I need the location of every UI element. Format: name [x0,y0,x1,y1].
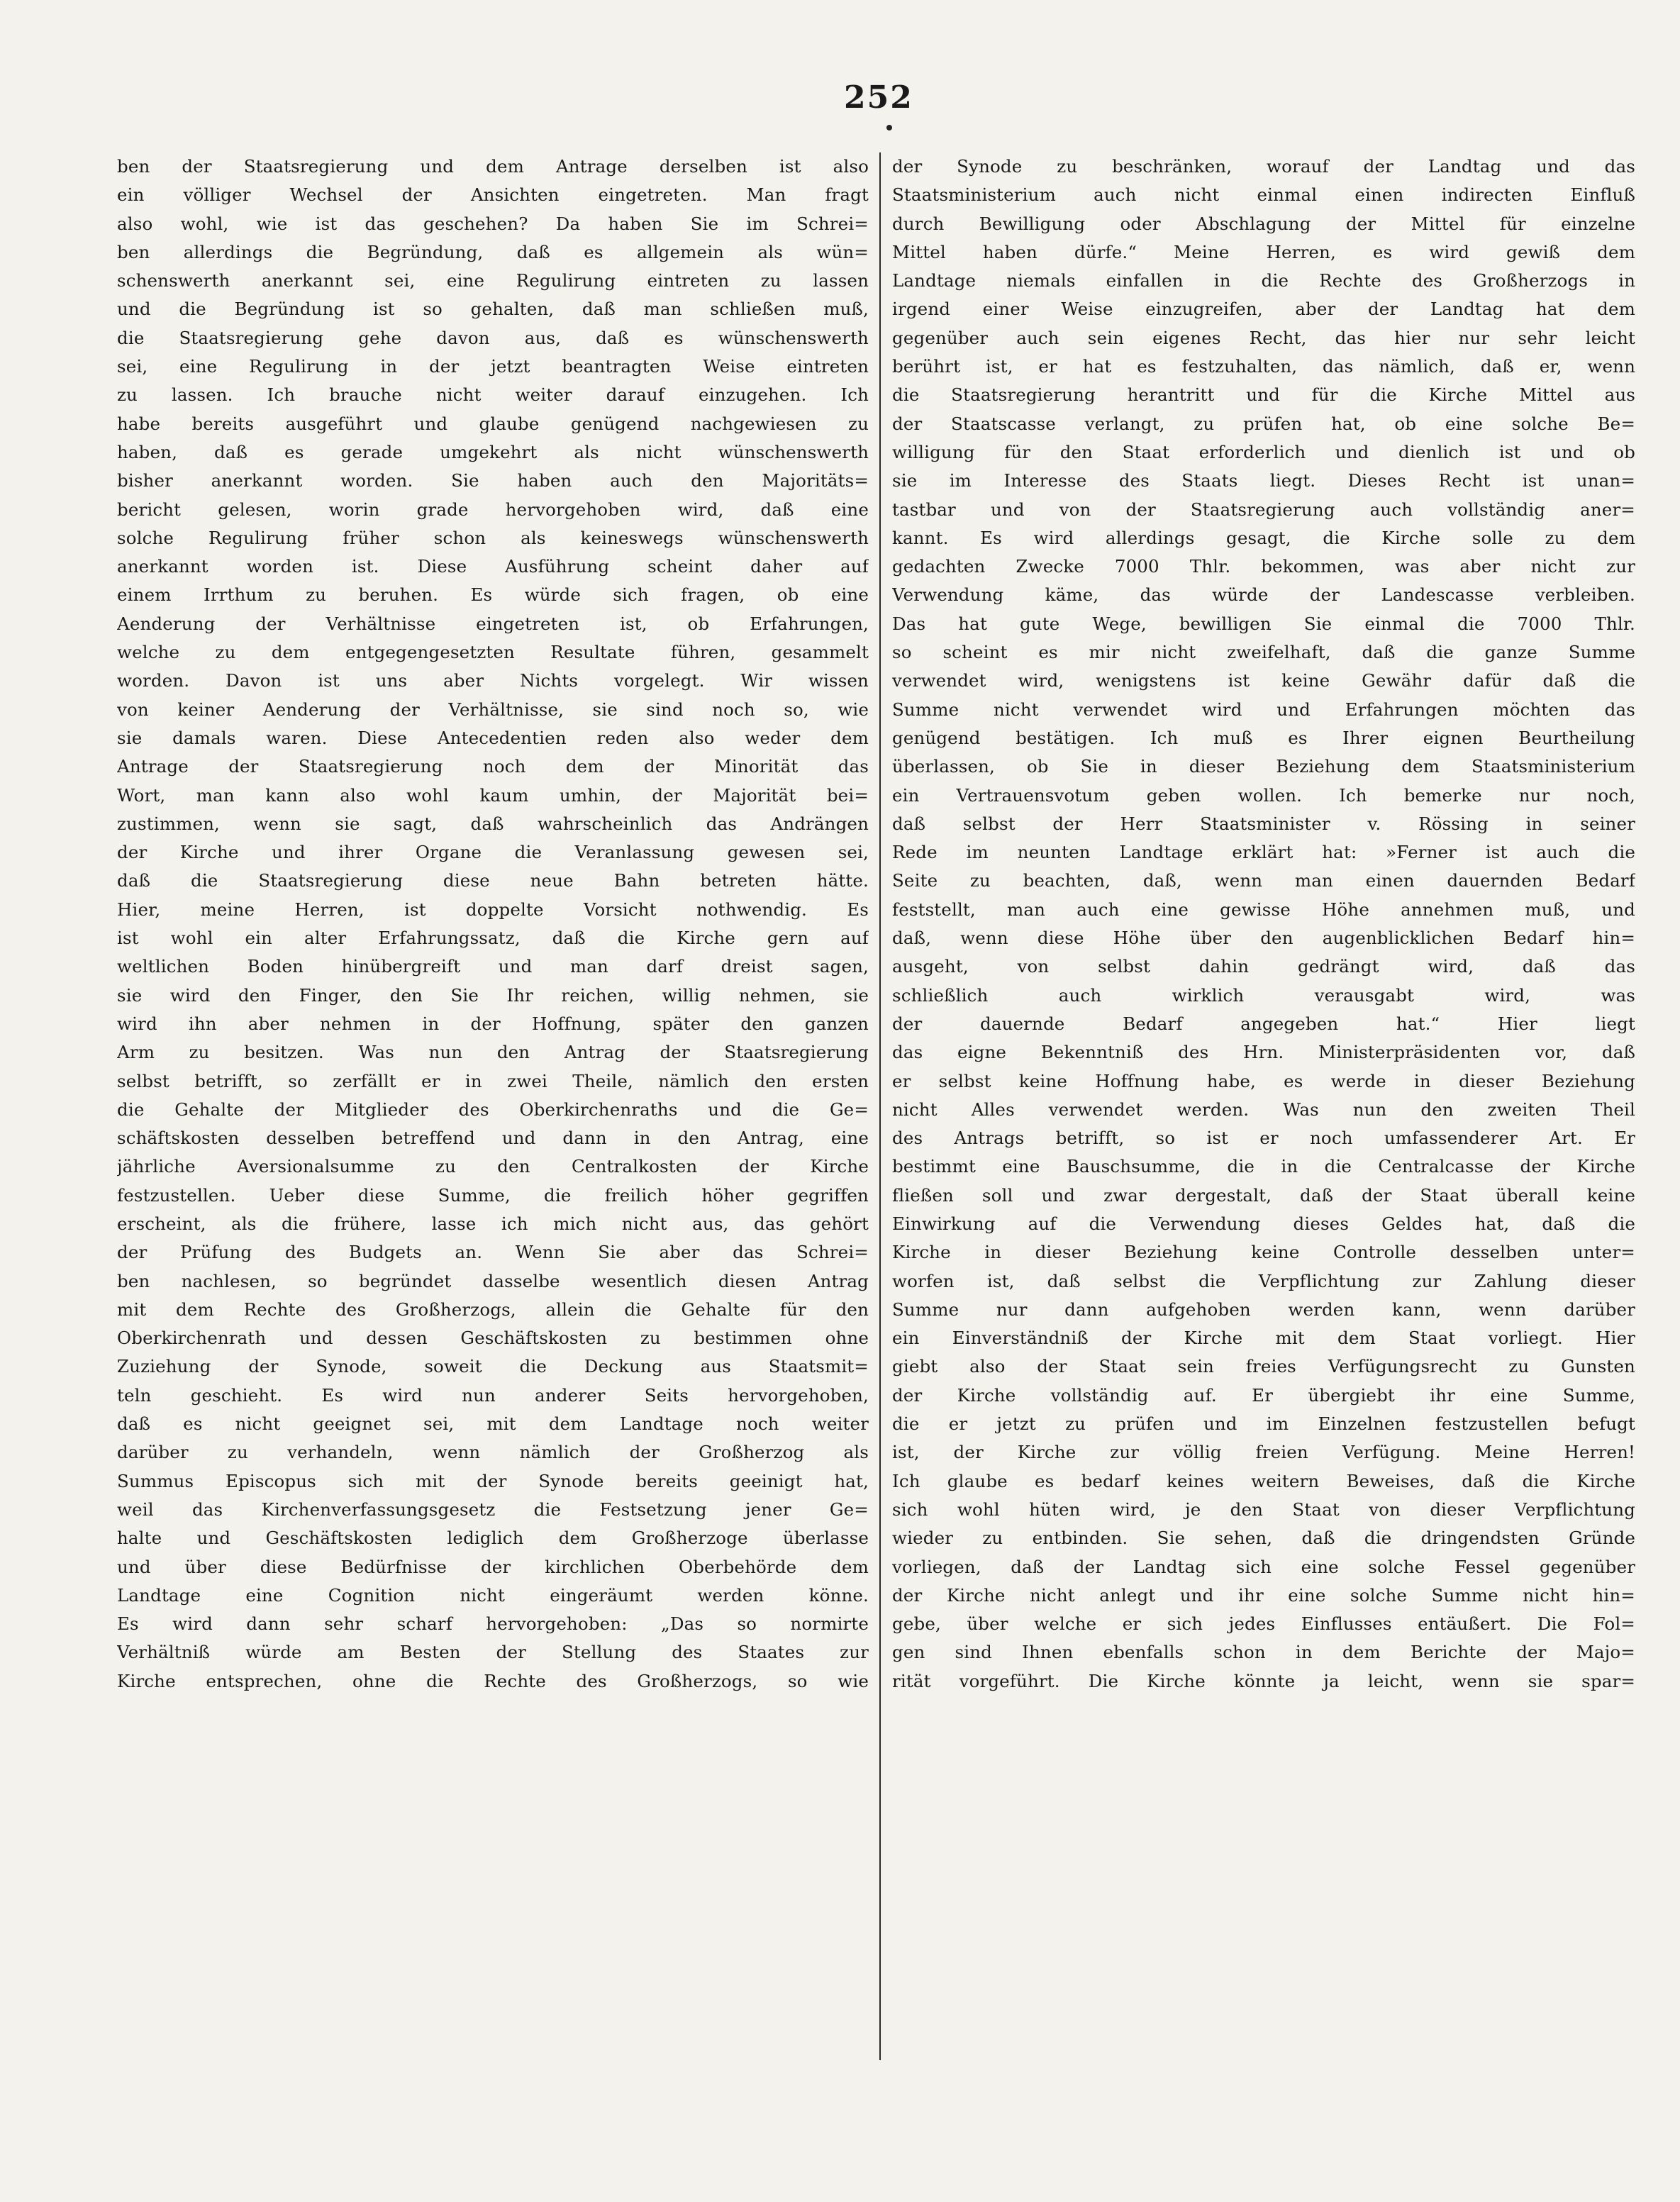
text-line: welche zu dem entgegengesetzten Resultate führen, gesammelt [117,642,869,663]
text-line: daß, wenn diese Höhe über den augenblicklichen Bedarf hin= [892,928,1635,949]
text-line: habe bereits ausgeführt und glaube genügend nachgewiesen zu [117,413,869,434]
text-line: zustimmen, wenn sie sagt, daß wahrscheinlich das Andrängen [117,813,869,834]
text-line: bisher anerkannt worden. Sie haben auch den Majoritäts= [117,470,869,491]
text-line: überlassen, ob Sie in dieser Beziehung dem Staatsministerium [892,756,1635,777]
text-line: Summus Episcopus sich mit der Synode bereits geeinigt hat, [117,1470,869,1491]
text-line: Hier, meine Herren, ist doppelte Vorsicht nothwendig. Es [117,899,869,920]
text-line: Aenderung der Verhältnisse eingetreten ist, ob Erfahrungen, [117,613,869,634]
text-line: Kirche in dieser Beziehung keine Controlle desselben unter= [892,1242,1635,1263]
text-line: bestimmt eine Bauschsumme, die in die Centralcasse der Kirche [892,1156,1635,1177]
text-line: irgend einer Weise einzugreifen, aber der Landtag hat dem [892,299,1635,320]
text-line: solche Regulirung früher schon als keineswegs wünschenswerth [117,527,869,548]
text-line: Seite zu beachten, daß, wenn man einen dauernden Bedarf [892,870,1635,891]
text-line: jährliche Aversionalsumme zu den Centralkosten der Kirche [117,1156,869,1177]
text-line: und die Begründung ist so gehalten, daß man schließen muß, [117,299,869,320]
text-line: nicht Alles verwendet werden. Was nun den zweiten Theil [892,1099,1635,1120]
text-line: der Kirche und ihrer Organe die Veranlassung gewesen sei, [117,842,869,863]
text-line: vorliegen, daß der Landtag sich eine solche Fessel gegenüber [892,1556,1635,1577]
text-line: wird ihn aber nehmen in der Hoffnung, später den ganzen [117,1013,869,1034]
text-line: Oberkirchenrath und dessen Geschäftskosten zu bestimmen ohne [117,1328,869,1349]
text-line: Summe nur dann aufgehoben werden kann, wenn darüber [892,1299,1635,1320]
text-line: Arm zu besitzen. Was nun den Antrag der Staatsregierung [117,1042,869,1063]
text-line: Ich glaube es bedarf keines weitern Beweises, daß die Kirche [892,1470,1635,1491]
text-line: Antrage der Staatsregierung noch dem der Minorität das [117,756,869,777]
text-line: schenswerth anerkannt sei, eine Regulirung eintreten zu lassen [117,270,869,291]
text-line: Rede im neunten Landtage erklärt hat: »Ferner ist auch die [892,842,1635,863]
text-line: die er jetzt zu prüfen und im Einzelnen festzustellen befugt [892,1413,1635,1435]
text-line: der Kirche nicht anlegt und ihr eine solche Summe nicht hin= [892,1584,1635,1606]
left-column [117,152,869,1696]
text-line: weil das Kirchenverfassungsgesetz die Festsetzung jener Ge= [117,1498,869,1520]
text-line: Einwirkung auf die Verwendung dieses Geldes hat, daß die [892,1213,1635,1234]
text-line: Es wird dann sehr scharf hervorgehoben: „Das so normirte [117,1613,869,1635]
text-line: tastbar und von der Staatsregierung auch vollständig aner= [892,499,1635,520]
text-line: Kirche entsprechen, ohne die Rechte des Großherzogs, so wie [117,1670,869,1691]
text-line: selbst betrifft, so zerfällt er in zwei Theile, nämlich den ersten [117,1070,869,1091]
text-line: gegenüber auch sein eigenes Recht, das hier nur sehr leicht [892,327,1635,348]
text-line: Zuziehung der Synode, soweit die Deckung aus Staatsmit= [117,1356,869,1377]
text-line: schäftskosten desselben betreffend und dann in den Antrag, eine [117,1128,869,1149]
text-line: der dauernde Bedarf angegeben hat.“ Hier liegt [892,1013,1635,1034]
text-line: die Gehalte der Mitglieder des Oberkirchenraths und die Ge= [117,1099,869,1120]
column-divider [879,152,881,2060]
text-line: der Prüfung des Budgets an. Wenn Sie aber das Schrei= [117,1242,869,1263]
text-line: Summe nicht verwendet wird und Erfahrungen möchten das [892,699,1635,720]
page-number: 252 [844,79,913,116]
text-line: und über diese Bedürfnisse der kirchlichen Oberbehörde dem [117,1556,869,1577]
text-line: erscheint, als die frühere, lasse ich mich nicht aus, das gehört [117,1213,869,1234]
text-line: sei, eine Regulirung in der jetzt beantragten Weise eintreten [117,356,869,377]
text-line: das eigne Bekenntniß des Hrn. Ministerpräsidenten vor, daß [892,1042,1635,1063]
text-line: die Staatsregierung herantritt und für die Kirche Mittel aus [892,384,1635,406]
text-line: Landtage niemals einfallen in die Rechte des Großherzogs in [892,270,1635,291]
text-line: ben der Staatsregierung und dem Antrage derselben ist also [117,156,869,177]
text-line: halte und Geschäftskosten lediglich dem Großherzoge überlasse [117,1528,869,1549]
text-line: von keiner Aenderung der Verhältnisse, sie sind noch so, wie [117,699,869,720]
text-line: Das hat gute Wege, bewilligen Sie einmal die 7000 Thlr. [892,613,1635,634]
text-line: Mittel haben dürfe.“ Meine Herren, es wird gewiß dem [892,241,1635,262]
text-line: ausgeht, von selbst dahin gedrängt wird, daß das [892,956,1635,977]
text-line: zu lassen. Ich brauche nicht weiter darauf einzugehen. Ich [117,384,869,406]
text-line: darüber zu verhandeln, wenn nämlich der Großherzog als [117,1442,869,1463]
text-line: fließen soll und zwar dergestalt, daß der Staat überall keine [892,1184,1635,1206]
text-line: teln geschieht. Es wird nun anderer Seits hervorgehoben, [117,1384,869,1406]
text-line: gebe, über welche er sich jedes Einflusses entäußert. Die Fol= [892,1613,1635,1635]
text-line: Wort, man kann also wohl kaum umhin, der Majorität bei= [117,784,869,806]
text-line: willigung für den Staat erforderlich und dienlich ist und ob [892,441,1635,462]
text-line: so scheint es mir nicht zweifelhaft, daß die ganze Summe [892,642,1635,663]
text-line: ist, der Kirche zur völlig freien Verfügung. Meine Herren! [892,1442,1635,1463]
text-line: gedachten Zwecke 7000 Thlr. bekommen, was aber nicht zur [892,556,1635,577]
text-line: Verhältniß würde am Besten der Stellung des Staates zur [117,1642,869,1663]
text-line: worfen ist, daß selbst die Verpflichtung zur Zahlung dieser [892,1270,1635,1291]
text-line: des Antrags betrifft, so ist er noch umfassenderer Art. Er [892,1128,1635,1149]
text-line: der Staatscasse verlangt, zu prüfen hat, ob eine solche Be= [892,413,1635,434]
text-line: schließlich auch wirklich verausgabt wird, was [892,984,1635,1006]
text-line: worden. Davon ist uns aber Nichts vorgelegt. Wir wissen [117,670,869,691]
text-line: giebt also der Staat sein freies Verfügungsrecht zu Gunsten [892,1356,1635,1377]
header-dot [886,125,892,130]
text-line: berührt ist, er hat es festzuhalten, das nämlich, daß er, wenn [892,356,1635,377]
text-line: bericht gelesen, worin grade hervorgehoben wird, daß eine [117,499,869,520]
text-line: ein Vertrauensvotum geben wollen. Ich bemerke nur noch, [892,784,1635,806]
text-line: er selbst keine Hoffnung habe, es werde in dieser Beziehung [892,1070,1635,1091]
text-line: daß es nicht geeignet sei, mit dem Landtage noch weiter [117,1413,869,1435]
text-line: daß selbst der Herr Staatsminister v. Rössing in seiner [892,813,1635,834]
text-line: genügend bestätigen. Ich muß es Ihrer eignen Beurtheilung [892,727,1635,748]
text-line: der Kirche vollständig auf. Er übergiebt ihr eine Summe, [892,1384,1635,1406]
text-line: wieder zu entbinden. Sie sehen, daß die dringendsten Gründe [892,1528,1635,1549]
text-line: sich wohl hüten wird, je den Staat von dieser Verpflichtung [892,1498,1635,1520]
text-line: gen sind Ihnen ebenfalls schon in dem Berichte der Majo= [892,1642,1635,1663]
text-line: ben nachlesen, so begründet dasselbe wesentlich diesen Antrag [117,1270,869,1291]
text-line: anerkannt worden ist. Diese Ausführung scheint daher auf [117,556,869,577]
text-line: durch Bewilligung oder Abschlagung der Mittel für einzelne [892,213,1635,234]
text-line: haben, daß es gerade umgekehrt als nicht wünschenswerth [117,441,869,462]
text-line: die Staatsregierung gehe davon aus, daß es wünschenswerth [117,327,869,348]
text-line: also wohl, wie ist das geschehen? Da haben Sie im Schrei= [117,213,869,234]
text-line: einem Irrthum zu beruhen. Es würde sich fragen, ob eine [117,584,869,606]
text-line: Landtage eine Cognition nicht eingeräumt werden könne. [117,1584,869,1606]
text-line: ein Einverständniß der Kirche mit dem Staat vorliegt. Hier [892,1328,1635,1349]
text-line: kannt. Es wird allerdings gesagt, die Kirche solle zu dem [892,527,1635,548]
text-line: ist wohl ein alter Erfahrungssatz, daß die Kirche gern auf [117,928,869,949]
text-line: verwendet wird, wenigstens ist keine Gewähr dafür daß die [892,670,1635,691]
text-line: sie im Interesse des Staats liegt. Dieses Recht ist unan= [892,470,1635,491]
text-line: festzustellen. Ueber diese Summe, die freilich höher gegriffen [117,1184,869,1206]
text-line: ben allerdings die Begründung, daß es allgemein als wün= [117,241,869,262]
text-line: rität vorgeführt. Die Kirche könnte ja leicht, wenn sie spar= [892,1670,1635,1691]
right-column [892,152,1635,1696]
text-line: Staatsministerium auch nicht einmal einen indirecten Einfluß [892,184,1635,206]
text-line: sie wird den Finger, den Sie Ihr reichen, willig nehmen, sie [117,984,869,1006]
text-line: Verwendung käme, das würde der Landescasse verbleiben. [892,584,1635,606]
text-line: mit dem Rechte des Großherzogs, allein die Gehalte für den [117,1299,869,1320]
text-line: der Synode zu beschränken, worauf der Landtag und das [892,156,1635,177]
text-line: feststellt, man auch eine gewisse Höhe annehmen muß, und [892,899,1635,920]
text-line: weltlichen Boden hinübergreift und man darf dreist sagen, [117,956,869,977]
text-line: daß die Staatsregierung diese neue Bahn betreten hätte. [117,870,869,891]
text-line: sie damals waren. Diese Antecedentien reden also weder dem [117,727,869,748]
text-line: ein völliger Wechsel der Ansichten eingetreten. Man fragt [117,184,869,206]
